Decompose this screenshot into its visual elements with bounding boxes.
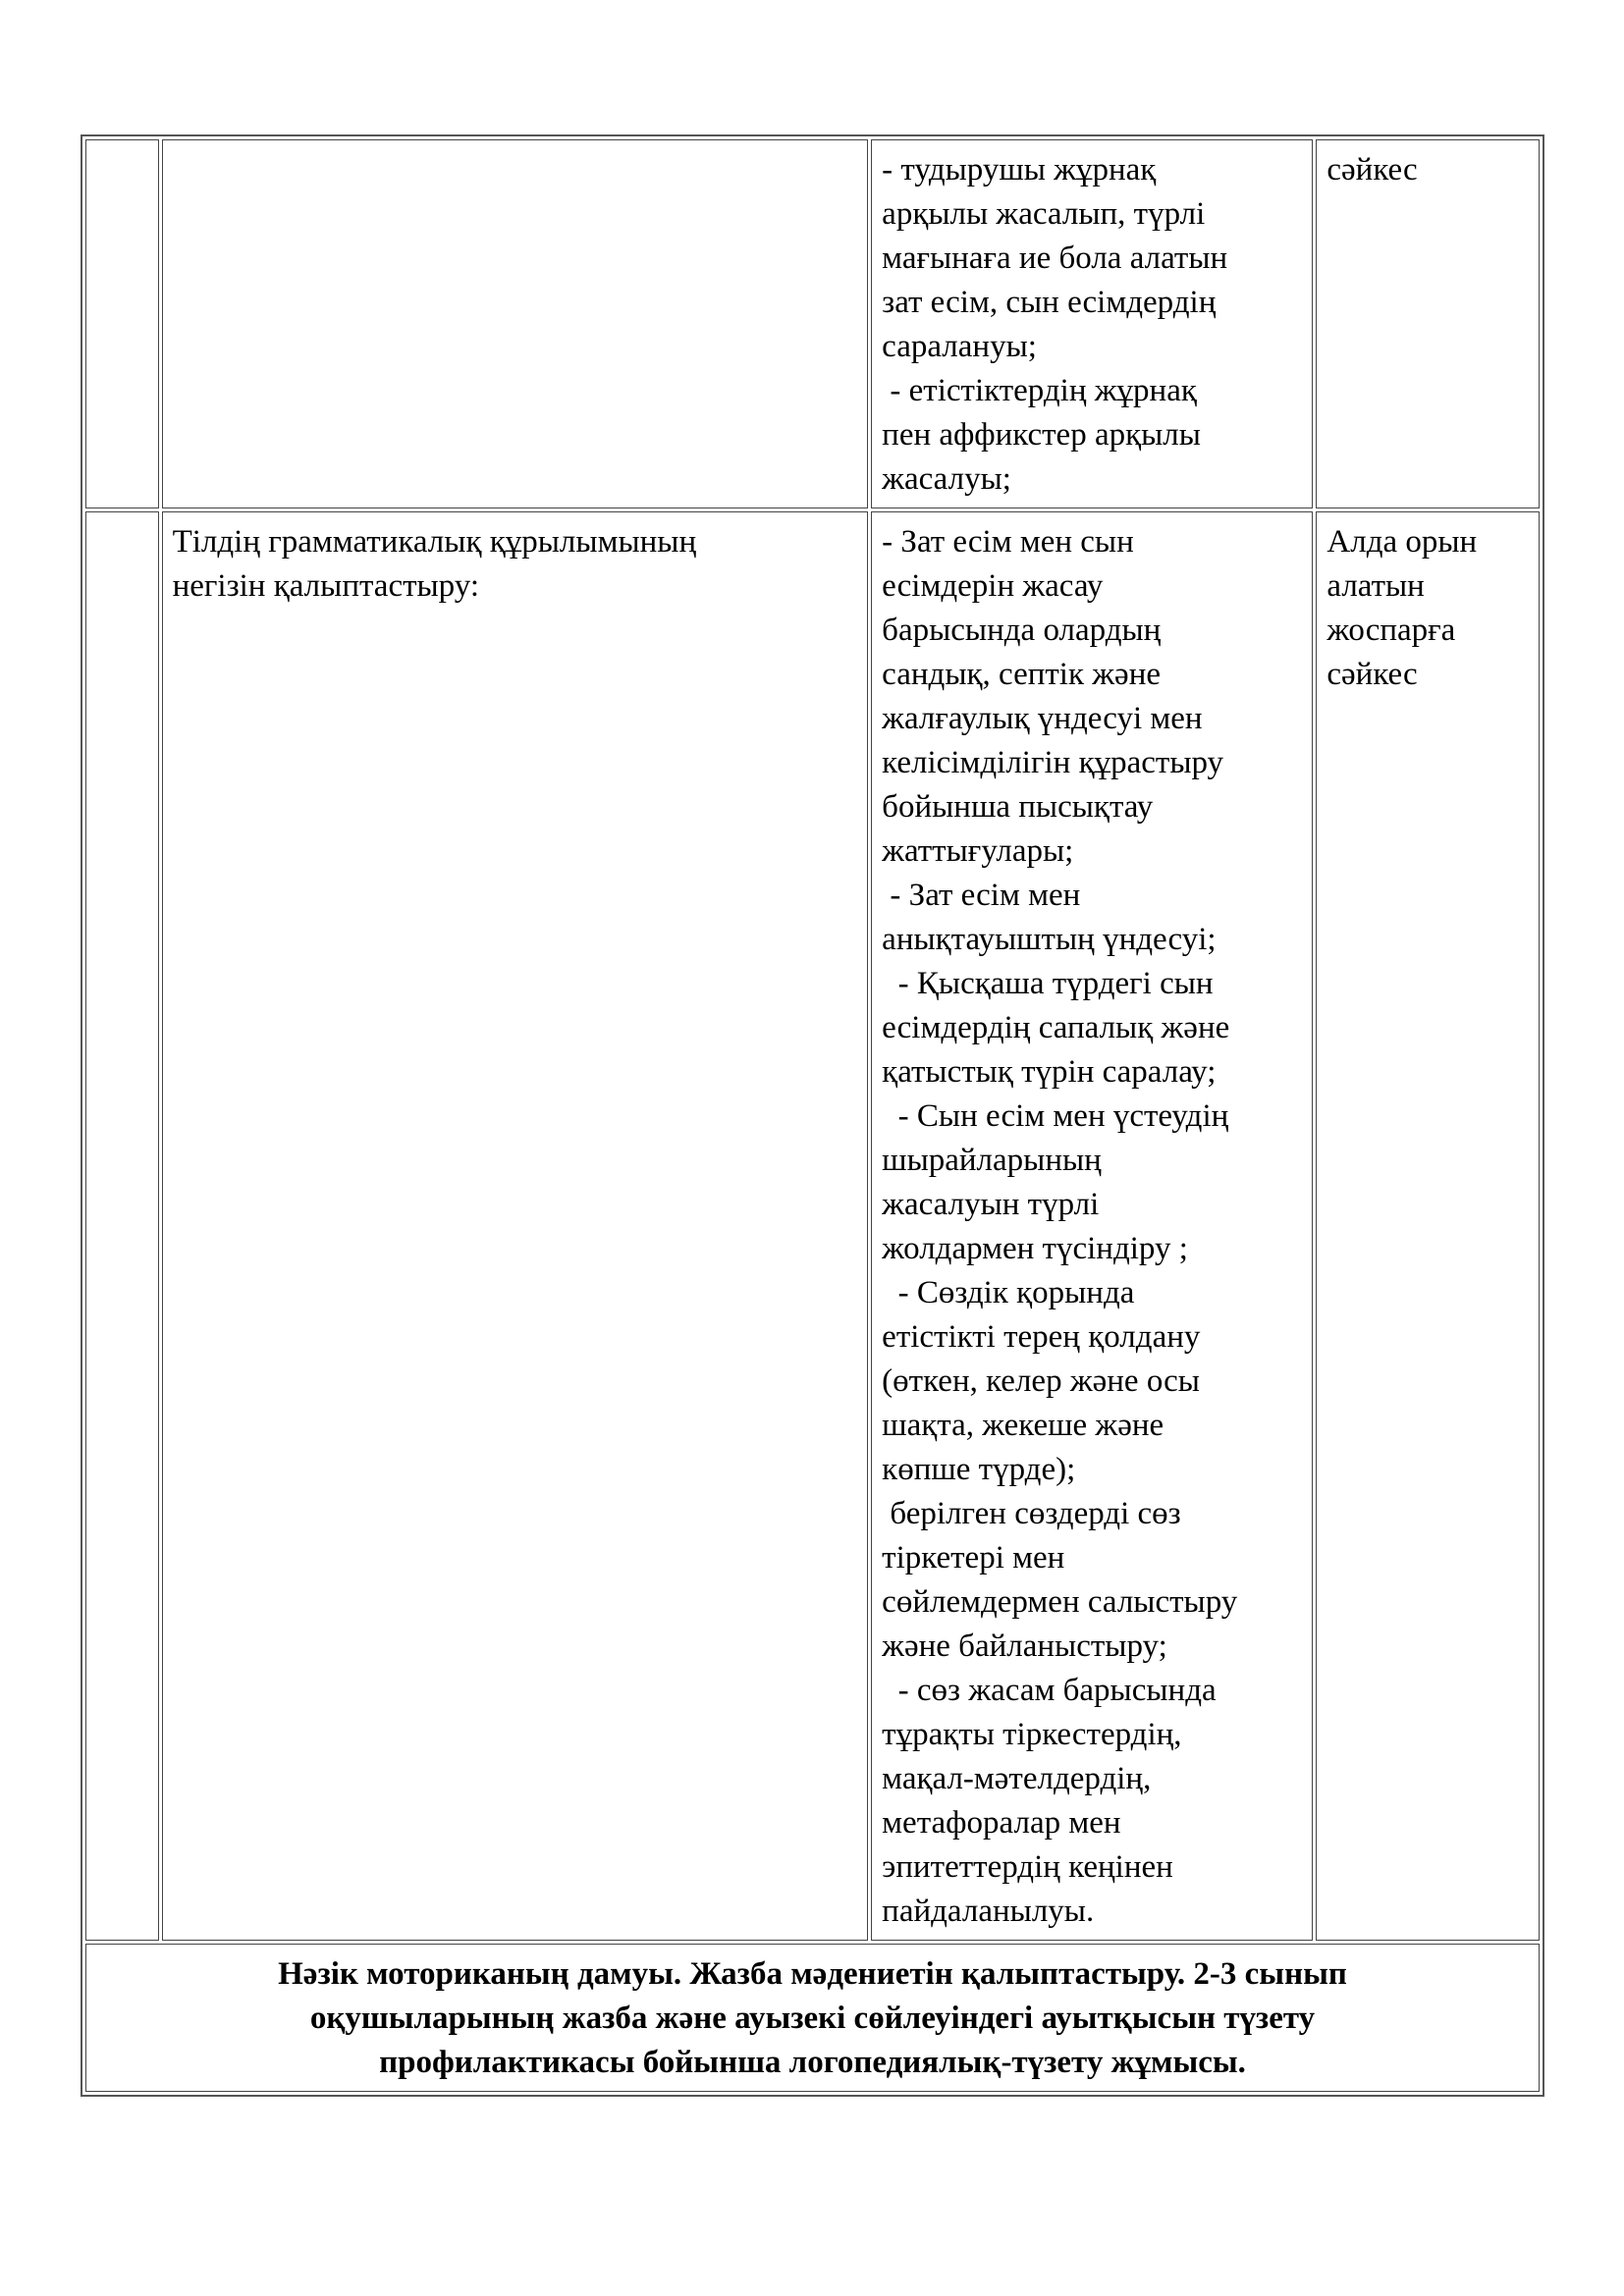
- note-line: алатын: [1326, 568, 1425, 604]
- content-line: - Сөздік қорында: [882, 1275, 1135, 1310]
- note-line: сәйкес: [1326, 657, 1418, 692]
- content-line: - сөз жасам барысында: [882, 1673, 1217, 1708]
- note-line: сәйкес: [1326, 152, 1418, 187]
- content-line: (өткен, келер және осы: [882, 1363, 1200, 1399]
- content-line: жаттығулары;: [882, 833, 1074, 869]
- content-line: анықтауыштың үндесуі;: [882, 922, 1217, 957]
- content-line: - Зат есім мен: [882, 878, 1081, 913]
- note-cell: [1316, 139, 1540, 508]
- content-line: сөйлемдермен салыстыру: [882, 1584, 1238, 1620]
- section-heading-line: оқушыларының жазба және ауызекі сөйлеуіндегі ауытқысын түзету: [309, 2001, 1316, 2036]
- table-row: [85, 511, 1540, 1941]
- content-line: зат есім, сын есімдердің: [882, 285, 1217, 320]
- content-line: жалғаулық үндесуі мен: [882, 701, 1203, 736]
- topic-line: Тілдің грамматикалық құрылымының: [172, 524, 697, 560]
- content-line: қатыстық түрін саралау;: [882, 1054, 1217, 1090]
- content-line: - Зат есім мен сын: [882, 524, 1134, 560]
- table-row: [85, 1944, 1540, 2092]
- section-heading-line: Нәзік моториканың дамуы. Жазба мәдениетін қалыптастыру. 2-3 сынып: [278, 1956, 1347, 1992]
- section-heading-line: профилактикасы бойынша логопедиялық-түзету жұмысы.: [379, 2045, 1246, 2080]
- content-line: шақта, жекеше және: [882, 1408, 1164, 1443]
- row-number-cell: [85, 139, 159, 508]
- content-line: бойынша пысықтау: [882, 789, 1154, 825]
- content-line: шырайларының: [882, 1143, 1102, 1178]
- topic-cell: [162, 139, 869, 508]
- content-line: саралануы;: [882, 329, 1037, 364]
- content-line: етістікті терең қолдану: [882, 1319, 1201, 1355]
- content-line: - етістіктердің жұрнақ: [882, 373, 1197, 408]
- content-line: көпше түрде);: [882, 1452, 1076, 1487]
- content-line: пайдаланылуы.: [882, 1894, 1095, 1929]
- note-line: жоспарға: [1326, 613, 1456, 648]
- content-line: эпитеттердің кеңінен: [882, 1849, 1173, 1885]
- note-cell: [1316, 511, 1540, 1941]
- content-line: тұрақты тіркестердің,: [882, 1717, 1182, 1752]
- content-line: барысында олардың: [882, 613, 1162, 648]
- table-row: [85, 139, 1540, 508]
- content-line: мағынаға ие бола алатын: [882, 240, 1228, 276]
- content-line: - тудырушы жұрнақ: [882, 152, 1157, 187]
- content-line: жасалуын түрлі: [882, 1187, 1100, 1222]
- content-line: жасалуы;: [882, 461, 1011, 497]
- content-line: берілген сөздерді сөз: [882, 1496, 1181, 1531]
- content-line: арқылы жасалып, түрлі: [882, 196, 1206, 232]
- content-line: есімдердің сапалық және: [882, 1010, 1230, 1045]
- topic-line: негізін қалыптастыру:: [172, 568, 479, 604]
- section-heading: [85, 1944, 1540, 2092]
- content-line: мақал-мәтелдердің,: [882, 1761, 1152, 1796]
- row-number-cell: [85, 511, 159, 1941]
- plan-table: [81, 134, 1544, 2097]
- content-line: метафоралар мен: [882, 1805, 1121, 1841]
- content-line: тіркетері мен: [882, 1540, 1065, 1575]
- topic-cell: [162, 511, 869, 1941]
- content-line: сандық, септік және: [882, 657, 1162, 692]
- content-cell: [871, 511, 1313, 1941]
- content-cell: [871, 139, 1313, 508]
- content-line: - Қысқаша түрдегі сын: [882, 966, 1214, 1001]
- content-line: жолдармен түсіндіру ;: [882, 1231, 1188, 1266]
- content-line: есімдерін жасау: [882, 568, 1104, 604]
- content-line: келісімділігін құрастыру: [882, 745, 1224, 780]
- note-line: Алда орын: [1326, 524, 1478, 560]
- content-line: пен аффикстер арқылы: [882, 417, 1201, 453]
- content-line: және байланыстыру;: [882, 1629, 1167, 1664]
- content-line: - Сын есім мен үстеудің: [882, 1098, 1229, 1134]
